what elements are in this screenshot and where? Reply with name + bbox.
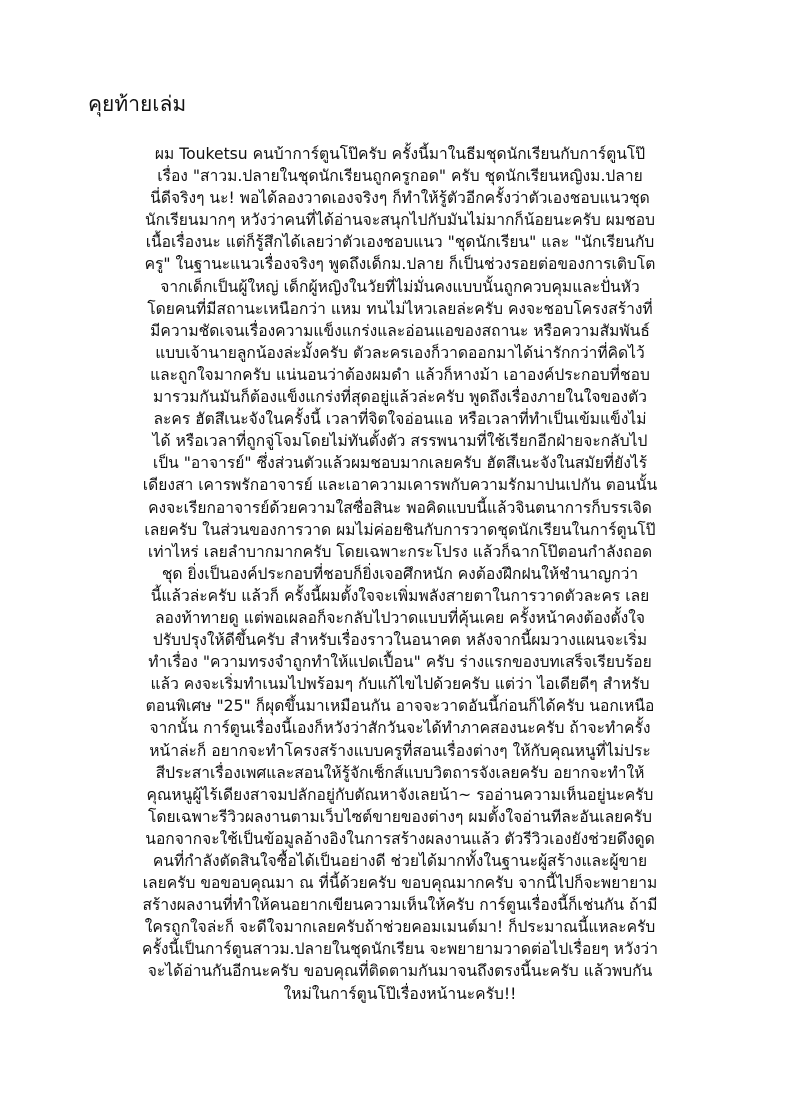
body-line: ใหม่ในการ์ตูนโป๊เรื่องหน้านะครับ!! — [283, 984, 517, 1003]
body-line: ตอนพิเศษ "25" ก็ผุดขึ้นมาเหมือนกัน อาจจะวาดอันนี้ก่อนก็ได้ครับ นอกเหนือ — [145, 697, 655, 716]
body-line: จากเด็กเป็นผู้ใหญ่ เด็กผู้หญิงในวัยที่ไม่มั่นคงแบบนั้นถูกควบคุมและปั่นหัว — [160, 277, 640, 296]
body-line: ทำเรื่อง "ความทรงจำถูกทำให้แปดเปื้อน" ครับ ร่างแรกของบทเสร็จเรียบร้อย — [148, 653, 652, 672]
body-line: นี้แล้วล่ะครับ แล้วก็ ครั้งนี้ผมตั้งใจจะเพิ่มพลังสายตาในการวาดตัวละคร เลย — [150, 586, 650, 605]
body-line: สร้างผลงานที่ทำให้คนอยากเขียนความเห็นให้ครับ การ์ตูนเรื่องนี้ก็เช่นกัน ถ้ามี — [142, 896, 658, 915]
body-line: คุณหนูผู้ไร้เดียงสาจมปลักอยู่กับตัณหาจังเลยน้า~ รออ่านความเห็นอยู่นะครับ — [146, 785, 654, 804]
body-line: ชุด ยิ่งเป็นองค์ประกอบที่ชอบก็ยิ่งเจอศึกหนัก คงต้องฝึกฝนให้ชำนาญกว่า — [161, 564, 639, 583]
body-line: เรื่อง "สาวม.ปลายในชุดนักเรียนถูกครูกอด" ครับ ชุดนักเรียนหญิงม.ปลาย — [157, 167, 643, 186]
body-line: คงจะเรียกอาจารย์ด้วยความใสซื่อสินะ พอคิดแบบนี้แล้วจินตนาการก็บรรเจิด — [148, 498, 652, 517]
body-line: มารวมกันมันก็ต้องแข็งแกร่งที่สุดอยู่แล้วล่ะครับ พูดถึงเรื่องภายในใจของตัว — [152, 388, 648, 407]
body-line: นักเรียนมากๆ หวังว่าคนที่ได้อ่านจะสนุกไปกับมันไม่มากก็น้อยนะครับ ผมชอบ — [144, 211, 655, 230]
body-line: เลยครับ ในส่วนของการวาด ผมไม่ค่อยชินกับการวาดชุดนักเรียนในการ์ตูนโป๊ — [144, 520, 656, 539]
body-line: ครั้งนี้เป็นการ์ตูนสาวม.ปลายในชุดนักเรียน จะพยายามวาดต่อไปเรื่อยๆ หวังว่า — [142, 940, 658, 959]
body-line: คนที่กำลังตัดสินใจซื้อได้เป็นอย่างดี ช่วยได้มากทั้งในฐานะผู้สร้างและผู้ขาย — [152, 852, 648, 870]
body-line: สีประสาเรื่องเพศและสอนให้รู้จักเซ็กส์แบบวิตถารจังเลยครับ อยากจะทำให้ — [155, 763, 645, 782]
body-line: ลองท้าทายดู แต่พอเผลอก็จะกลับไปวาดแบบที่คุ้นเคย ครั้งหน้าคงต้องตั้งใจ — [154, 608, 646, 627]
page-title: คุยท้ายเล่ม — [88, 92, 187, 116]
body-line: แล้ว คงจะเริ่มทำเนมไปพร้อมๆ กับแก้ไขไปด้วยครับ แต่ว่า ไอเดียดีๆ สำหรับ — [150, 675, 650, 694]
body-line: ละคร ฮัตสึเนะจังในครั้งนี้ เวลาที่จิตใจอ่อนแอ หรือเวลาที่ทำเป็นเข้มแข็งไม่ — [153, 410, 647, 429]
body-line: โดยคนที่มีสถานะเหนือกว่า แหม ทนไม่ไหวเลยล่ะครับ คงจะชอบโครงสร้างที่ — [147, 299, 653, 318]
body-line: เป็น "อาจารย์" ซึ่งส่วนตัวแล้วผมชอบมากเลยครับ ฮัตสึเนะจังในสมัยที่ยังไร้ — [152, 454, 648, 473]
body-line: เดียงสา เคารพรักอาจารย์ และเอาความเคารพกับความรักมาปนเปกัน ตอนนั้น — [142, 476, 658, 495]
body-line: เนื้อเรื่องนะ แต่ก็รู้สึกได้เลยว่าตัวเองชอบแนว "ชุดนักเรียน" และ "นักเรียนกับ — [145, 233, 655, 252]
body-line: ปรับปรุงให้ดีขึ้นครับ สำหรับเรื่องราวในอนาคต หลังจากนี้ผมวางแผนจะเริ่ม — [152, 631, 648, 650]
body-line: โดยเฉพาะรีวิวผลงานตามเว็บไซต์ขายของต่างๆ ผมตั้งใจอ่านทีละอันเลยครับ — [148, 807, 652, 826]
body-line: แบบเจ้านายลูกน้องล่ะมั้งครับ ตัวละครเองก็วาดออกมาได้น่ารักกว่าที่คิดไว้ — [155, 343, 645, 362]
body-line: เลยครับ ขอขอบคุณมา ณ ที่นี้ด้วยครับ ขอบคุณมากครับ จากนี้ไปก็จะพยายาม — [142, 874, 658, 893]
body-line: นอกจากจะใช้เป็นข้อมูลอ้างอิงในการสร้างผลงานแล้ว ตัวรีวิวเองยังช่วยดึงดูด — [145, 829, 655, 848]
body-line: และถูกใจมากครับ แน่นอนว่าต้องผมดำ แล้วก็หางม้า เอาองค์ประกอบที่ชอบ — [150, 365, 650, 384]
body-line: ครู" ในฐานะแนวเรื่องจริงๆ พูดถึงเด็กม.ปลาย ก็เป็นช่วงรอยต่อของการเติบโต — [144, 255, 656, 274]
body-line: ใครถูกใจล่ะก็ จะดีใจมากเลยครับถ้าช่วยคอมเมนต์มา! ก็ประมาณนี้แหละครับ — [144, 918, 656, 937]
body-line: มีความชัดเจนเรื่องความแข็งแกร่งและอ่อนแอของสถานะ หรือความสัมพันธ์ — [150, 321, 650, 340]
body-line: จากนั้น การ์ตูนเรื่องนี้เองก็หวังว่าสักวันจะได้ทำภาคสองนะครับ ถ้าจะทำครั้ง — [149, 719, 651, 738]
body-line: หน้าล่ะก็ อยากจะทำโครงสร้างแบบครูที่สอนเรื่องต่างๆ ให้กับคุณหนูที่ไม่ประ — [149, 741, 651, 760]
body-line: จะได้อ่านกันอีกนะครับ ขอบคุณที่ติดตามกันมาจนถึงตรงนี้นะครับ แล้วพบกัน — [147, 962, 653, 981]
body-line: นี่ดีจริงๆ นะ! พอได้ลองวาดเองจริงๆ ก็ทำให้รู้ตัวอีกครั้งว่าตัวเองชอบแนวชุด — [150, 189, 650, 208]
afterword-body — [68, 143, 732, 1005]
body-line: เท่าไหร่ เลยลำบากมากครับ โดยเฉพาะกระโปรง แล้วก็ฉากโป๊ตอนกำลังถอด — [147, 542, 653, 561]
body-line: ผม Touketsu คนบ้าการ์ตูนโป๊ครับ ครั้งนี้มาในธีมชุดนักเรียนกับการ์ตูนโป๊ — [154, 145, 646, 163]
body-line: ได้ หรือเวลาที่ถูกจู่โจมโดยไม่ทันตั้งตัว สรรพนามที่ใช้เรียกอีกฝ่ายจะกลับไป — [152, 432, 648, 451]
